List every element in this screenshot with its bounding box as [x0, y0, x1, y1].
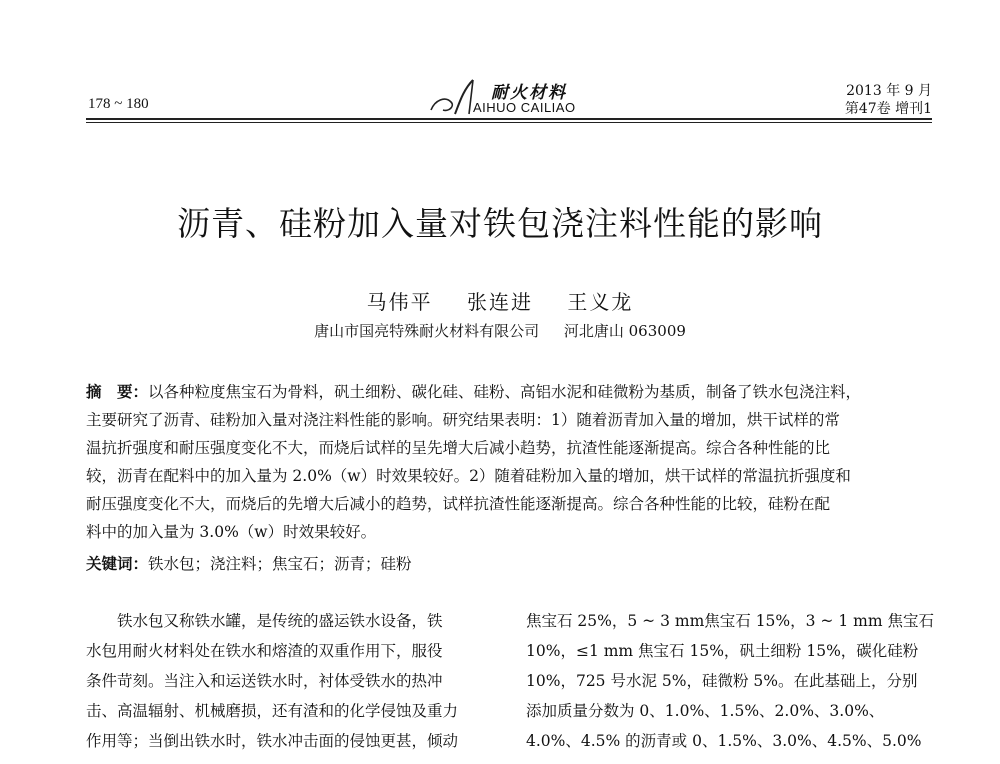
body-line: 添加质量分数为 0、1.0%、1.5%、2.0%、3.0%、	[526, 702, 885, 720]
abstract-line: 主要研究了沥青、硅粉加入量对浇注料性能的影响。研究结果表明：1）随着沥青加入量的增加，烘干试样的常	[86, 411, 840, 429]
abstract-line: 较，沥青在配料中的加入量为 2.0%（w）时效果较好。2）随着硅粉加入量的增加，烘干试样的常温抗折强度和	[86, 467, 851, 485]
body-line: 焦宝石 25%，5 ~ 3 mm焦宝石 15%，3 ~ 1 mm 焦宝石	[526, 612, 934, 630]
body-line: 10%，725 号水泥 5%，硅微粉 5%。在此基础上，分别	[526, 672, 918, 690]
body-line: 条件苛刻。当注入和运送铁水时，衬体受铁水的热冲	[86, 672, 443, 690]
issue-date: 2013 年 9 月	[846, 83, 932, 99]
body-line: 10%，≤1 mm 焦宝石 15%，矾土细粉 15%，碳化硅粉	[526, 642, 919, 660]
author-name: 张连进	[467, 290, 533, 314]
body-line: 作用等；当倒出铁水时，铁水冲击面的侵蚀更甚，倾动	[86, 732, 459, 750]
issue-info	[845, 82, 932, 118]
body-line: 击、高温辐射、机械磨损，还有渣和的化学侵蚀及重力	[86, 702, 459, 720]
body-line: 水包用耐火材料处在铁水和熔渣的双重作用下，服役	[86, 642, 443, 660]
keywords-label: 关键词：	[86, 555, 149, 573]
abstract	[86, 378, 934, 546]
paper-title: 沥青、硅粉加入量对铁包浇注料性能的影响	[177, 204, 823, 243]
body-column-left	[86, 606, 496, 756]
body-line: 4.0%、4.5% 的沥青或 0、1.5%、3.0%、4.5%、5.0%	[526, 732, 922, 750]
author-name: 马伟平	[366, 290, 433, 314]
affiliation-place: 河北唐山 063009	[563, 322, 686, 340]
abstract-label: 摘 要：	[86, 383, 149, 401]
abstract-line: 温抗折强度和耐压强度变化不大，而烧后试样的呈先增大后减小趋势，抗渣性能逐渐提高。综合各种性能的比	[86, 439, 831, 457]
abstract-line: 摘 要：以各种粒度焦宝石为骨料，矾土细粉、碳化硅、硅粉、高铝水泥和硅微粉为基质，制备了铁水包浇注料，	[86, 383, 862, 401]
keywords-text: 铁水包；浇注料；焦宝石；沥青；硅粉	[148, 555, 412, 573]
abstract-line: 料中的加入量为 3.0%（w）时效果较好。	[86, 523, 377, 541]
keywords	[86, 552, 412, 574]
logo-english-name: AIHUO CAILIAO	[473, 100, 576, 115]
author-list	[0, 286, 1000, 315]
author-name: 王义龙	[567, 290, 634, 314]
affiliation-org: 唐山市国亮特殊耐火材料有限公司	[314, 322, 540, 340]
issue-volume: 第47卷 增刊1	[844, 101, 932, 117]
body-line: 铁水包又称铁水罐，是传统的盛运铁水设备，铁	[86, 612, 443, 630]
journal-logo	[425, 74, 595, 118]
header-rule-thick	[86, 118, 932, 120]
abstract-line: 耐压强度变化不大，而烧后的先增大后减小的趋势，试样抗渣性能逐渐提高。综合各种性能的比较，硅粉在配	[86, 495, 831, 513]
page-range: 178 ~ 180	[88, 96, 149, 112]
header-rule-thin	[86, 122, 932, 123]
body-column-right	[526, 606, 936, 756]
affiliation	[0, 320, 1000, 341]
logo-chinese-name: 耐火材料	[491, 83, 567, 103]
